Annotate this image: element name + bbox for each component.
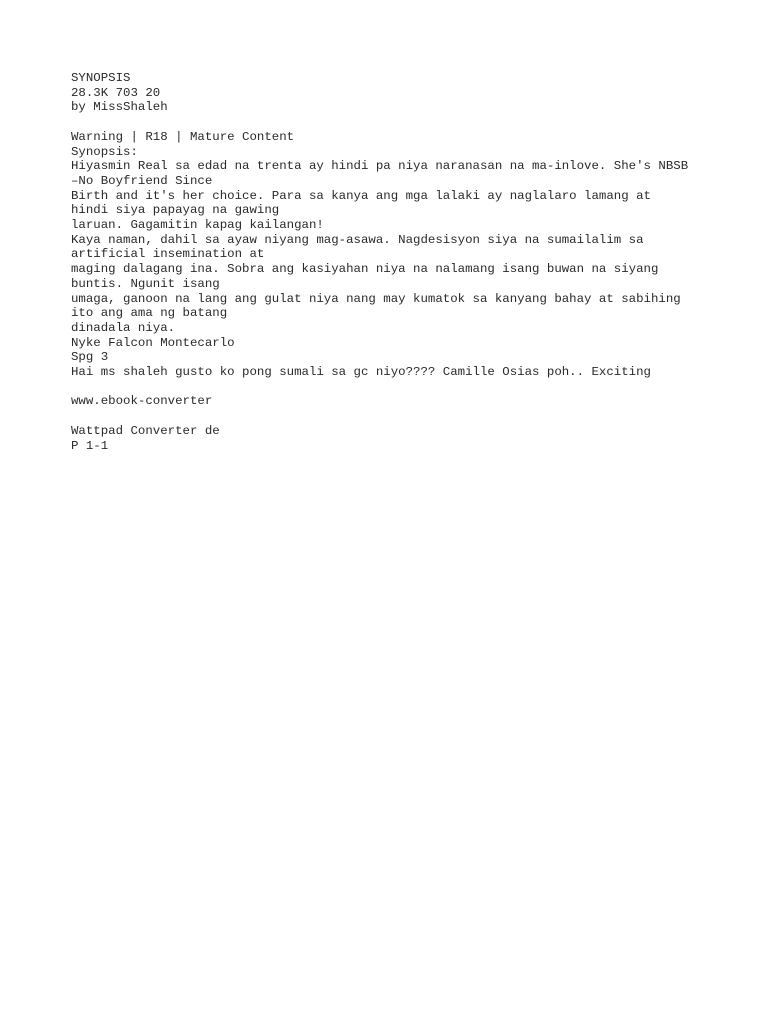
synopsis-text-line: buntis. Ngunit isang: [71, 276, 220, 291]
rating-line: Spg 3: [71, 350, 109, 365]
synopsis-text-line: –No Boyfriend Since: [71, 173, 213, 188]
spacer: [71, 409, 711, 424]
synopsis-text-line: Hiyasmin Real sa edad na trenta ay hindi pa niya naranasan na ma-inlove. She's NBSB: [71, 159, 689, 174]
synopsis-text-line: Kaya naman, dahil sa ayaw niyang mag-asawa. Nagdesisyon siya na sumailalim sa: [71, 232, 644, 247]
document-title: SYNOPSIS: [71, 71, 131, 85]
comment-line: Hai ms shaleh gusto ko pong sumali sa gc niyo???? Camille Osias poh.. Exciting: [71, 365, 651, 380]
document-page: [71, 71, 711, 453]
synopsis-text-line: Birth and it's her choice. Para sa kanya ang mga lalaki ay naglalaro lamang at: [71, 188, 651, 203]
synopsis-text-line: dinadala niya.: [71, 320, 176, 335]
synopsis-text-line: umaga, ganoon na lang ang gulat niya nang may kumatok sa kanyang bahay at sabihing: [71, 291, 681, 306]
website-line: www.ebook-converter: [71, 394, 213, 409]
converter-line: Wattpad Converter de: [71, 423, 220, 438]
synopsis-text-line: artificial insemination at: [71, 247, 265, 262]
page-number: P 1-1: [71, 438, 109, 453]
synopsis-text-line: maging dalagang ina. Sobra ang kasiyahan niya na nalamang isang buwan na siyang: [71, 262, 659, 277]
spacer: [71, 115, 711, 130]
synopsis-text-line: hindi siya papayag na gawing: [71, 203, 280, 218]
story-stats: 28.3K 703 20: [71, 85, 161, 100]
synopsis-label: Synopsis:: [71, 144, 138, 159]
spacer: [71, 380, 711, 395]
synopsis-text-line: ito ang ama ng batang: [71, 306, 228, 321]
synopsis-text-line: laruan. Gagamitin kapag kailangan!: [71, 218, 324, 233]
author-line: by MissShaleh: [71, 100, 168, 115]
warning-line: Warning | R18 | Mature Content: [71, 129, 295, 144]
character-name: Nyke Falcon Montecarlo: [71, 335, 235, 350]
